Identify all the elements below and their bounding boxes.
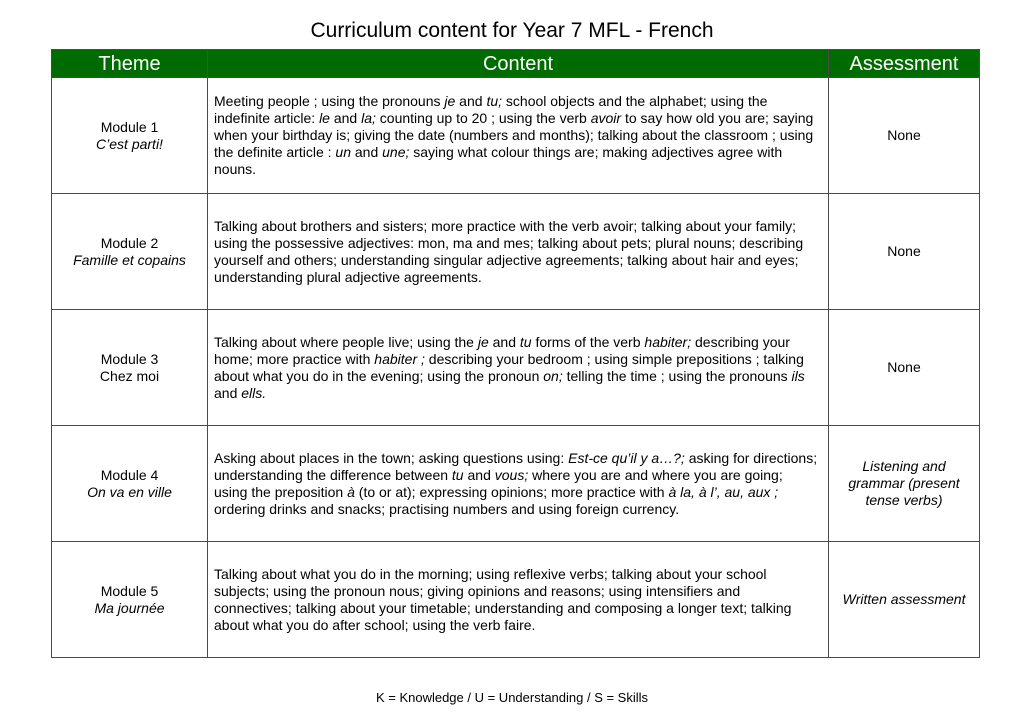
content-text: Talking about where people live; using the	[214, 333, 478, 350]
assessment-text: Written assessment	[842, 591, 966, 607]
content-text: and	[455, 93, 487, 109]
module-name: On va en ville	[87, 483, 172, 500]
content-text-italic: la;	[361, 110, 376, 126]
module-number: Module 1	[100, 118, 159, 135]
content-text-italic: avoir	[590, 110, 622, 126]
module-name: Ma journée	[94, 599, 165, 616]
theme-cell	[52, 542, 208, 658]
content-text: Asking about places in the town; asking questions using:	[214, 449, 569, 466]
content-text: and	[214, 384, 242, 401]
content-text-italic: une;	[382, 144, 410, 160]
content-text-italic: un	[335, 144, 351, 160]
content-text-italic: tu	[519, 333, 532, 350]
content-text: and	[329, 110, 362, 126]
content-text-italic: tu;	[486, 93, 503, 109]
page-title: Curriculum content for Year 7 MFL - French	[310, 19, 714, 42]
content-text: saying what colour things are; making adjectives agree with nouns.	[214, 144, 783, 177]
header-assessment: Assessment	[829, 50, 980, 78]
assessment-text: Listening and grammar (present tense verbs)	[848, 458, 960, 508]
content-text-italic: tu	[451, 466, 464, 483]
content-text-italic: le	[319, 110, 330, 126]
assessment-cell	[829, 542, 980, 658]
theme-cell	[52, 426, 208, 542]
content-text: asking for directions; understanding the difference between	[214, 449, 818, 483]
content-text: describing your home; more practice with	[214, 333, 790, 367]
content-text-italic: habiter;	[644, 333, 692, 350]
content-cell	[208, 426, 829, 542]
footer-legend: K = Knowledge / U = Understanding / S = Skills	[375, 690, 649, 705]
content-text: and	[350, 144, 383, 160]
content-text: (to or at); expressing opinions; more practice with	[354, 483, 669, 500]
assessment-cell	[829, 78, 980, 194]
content-cell	[208, 542, 829, 658]
curriculum-table	[51, 49, 980, 658]
content-text-italic: Est-ce qu’il y a…?;	[568, 449, 685, 466]
content-text-italic: je	[444, 93, 456, 109]
table-row	[52, 542, 980, 658]
assessment-text: None	[887, 243, 921, 259]
assessment-cell	[829, 194, 980, 310]
content-text: Meeting people ; using the pronouns	[214, 93, 445, 109]
module-name: Chez moi	[99, 367, 160, 384]
content-text-italic: je	[477, 333, 489, 350]
content-text-italic: habiter ;	[374, 350, 425, 367]
content-text: where you are and where you are going; using the preposition	[214, 466, 783, 500]
content-text: Talking about what you do in the morning; using reflexive verbs; talking about your school subjects; using the pronoun nous; giving opinions and reasons; using intensifiers and connectives; talking about your timetable; understanding and composing a longer text; talking about what you do after school; using the verb faire.	[214, 565, 792, 633]
content-text-italic: on;	[543, 367, 563, 384]
theme-cell	[52, 194, 208, 310]
table-row	[52, 194, 980, 310]
theme-cell	[52, 78, 208, 194]
content-text: forms of the verb	[531, 333, 645, 350]
content-text-italic: vous;	[494, 466, 529, 483]
assessment-cell	[829, 310, 980, 426]
assessment-text: None	[887, 359, 921, 375]
table-row	[52, 426, 980, 542]
content-text-italic: à	[347, 483, 355, 500]
content-text: Talking about brothers and sisters; more practice with the verb avoir; talking about your family; using the possessive adjectives: mon, ma and mes; talking about pets; plural nouns; describing yourself and others; understanding singular adjective agreements; talking about hair and eyes; understanding plural adjective agreements.	[214, 217, 804, 285]
table-header-row	[52, 50, 980, 78]
table-row	[52, 310, 980, 426]
content-text: school objects and the alphabet; using the indefinite article:	[214, 93, 768, 126]
assessment-text: None	[887, 127, 921, 143]
module-number: Module 4	[100, 466, 159, 483]
content-text-italic: ils	[791, 367, 805, 384]
module-number: Module 3	[100, 350, 159, 367]
content-text: to say how old you are; saying when your birthday is; giving the date (numbers and months); talking about the classroom ; using the definite article :	[214, 110, 814, 160]
content-text: telling the time ; using the pronouns	[562, 367, 792, 384]
content-text-italic: à la, à l’, au, aux ;	[668, 483, 779, 500]
content-cell	[208, 78, 829, 194]
header-content: Content	[208, 50, 829, 78]
content-text: counting up to 20 ; using the verb	[375, 110, 591, 126]
content-text: and	[488, 333, 520, 350]
content-cell	[208, 310, 829, 426]
assessment-cell	[829, 426, 980, 542]
header-theme: Theme	[52, 50, 208, 78]
table-row	[52, 78, 980, 194]
content-text: ordering drinks and snacks; practising numbers and using foreign currency.	[214, 500, 680, 517]
content-text: and	[463, 466, 495, 483]
module-number: Module 2	[100, 234, 159, 251]
content-cell	[208, 194, 829, 310]
module-number: Module 5	[100, 582, 159, 599]
module-name: Famille et copains	[73, 251, 186, 268]
theme-cell	[52, 310, 208, 426]
content-text-italic: ells.	[241, 384, 267, 401]
content-text: describing your bedroom ; using simple prepositions ; talking about what you do in the evening; using the pronoun	[214, 350, 804, 384]
module-name: C’est parti!	[96, 135, 163, 152]
